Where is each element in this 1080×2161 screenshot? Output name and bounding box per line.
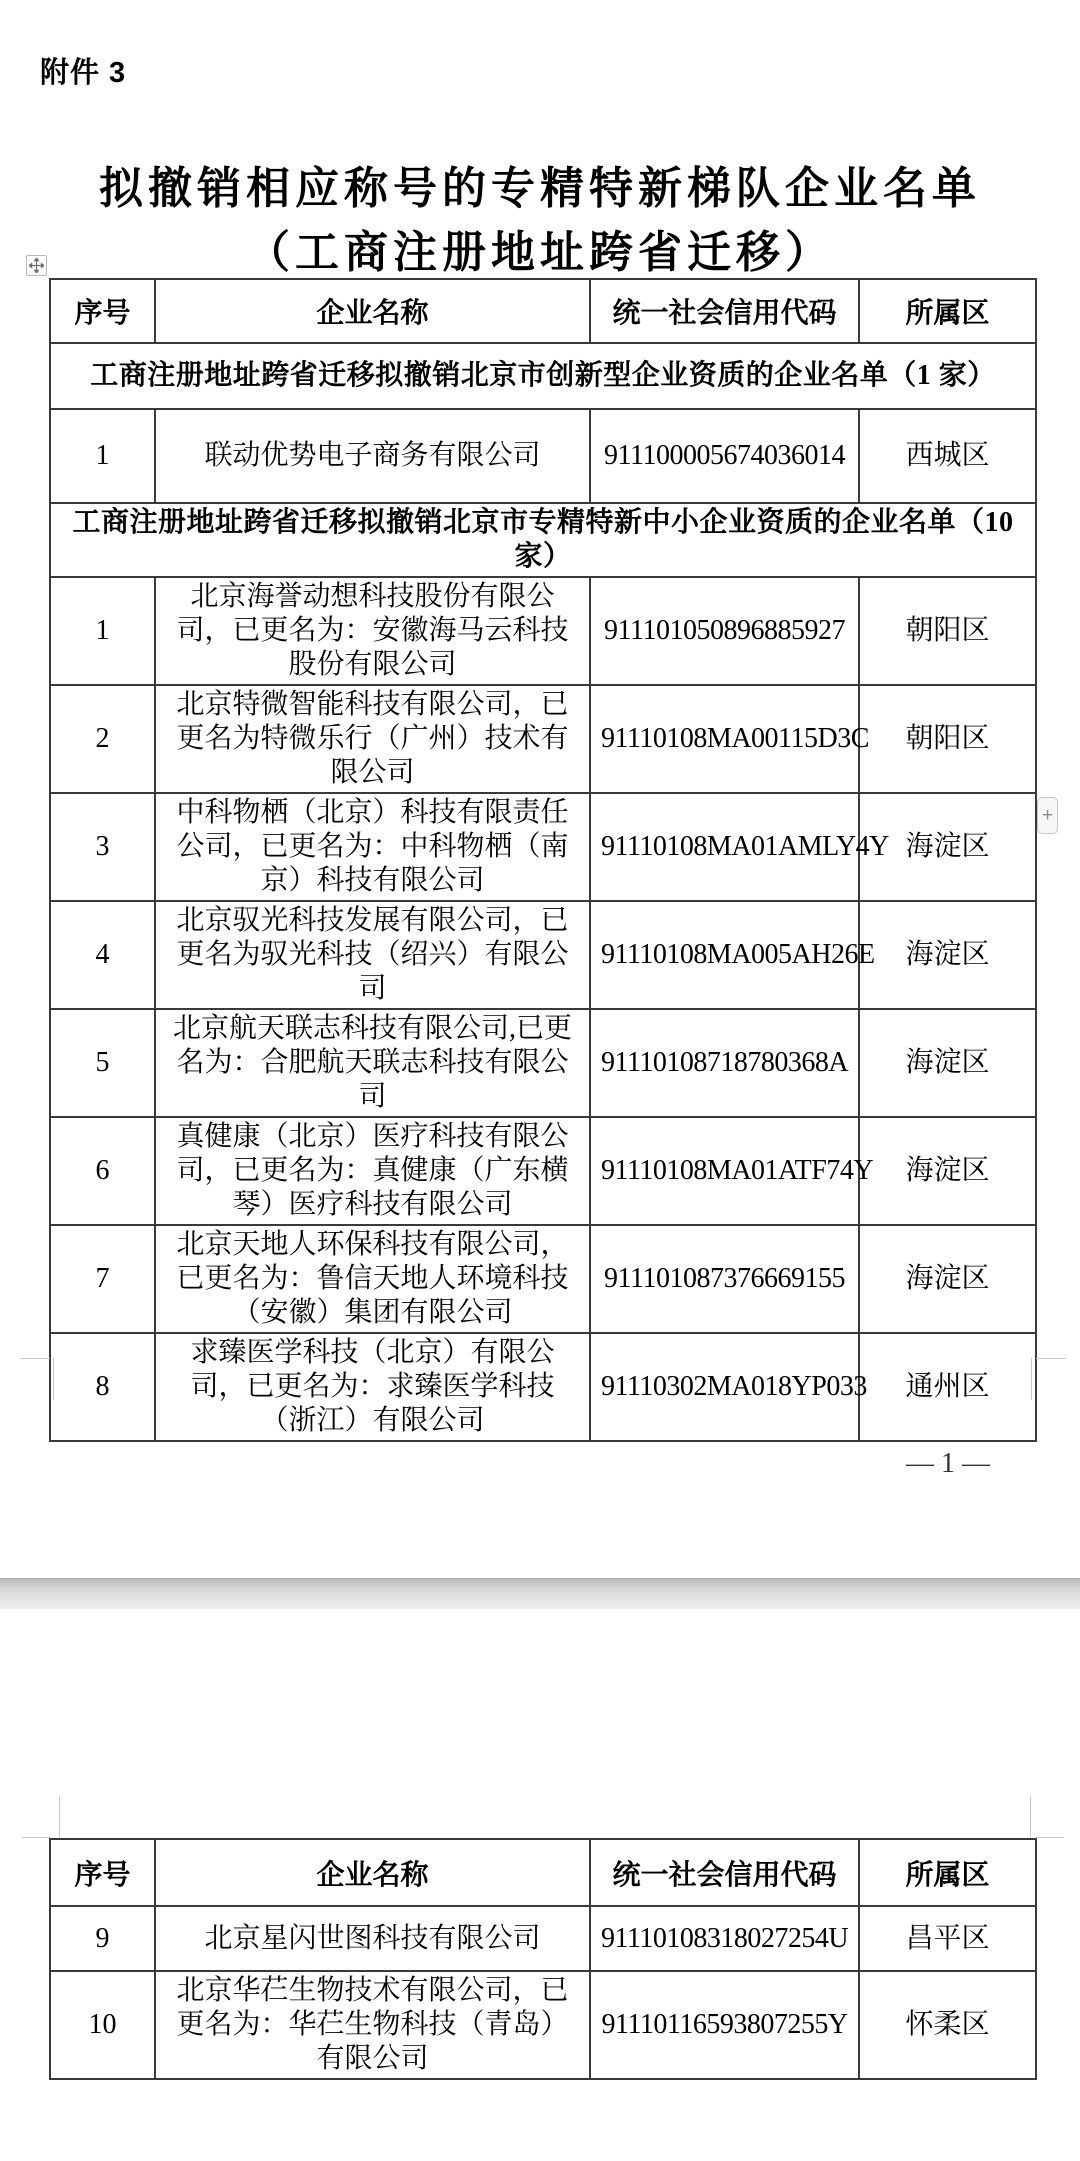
cell-company: 北京驭光科技发展有限公司，已更名为驭光科技（绍兴）有限公司 [155, 901, 590, 1009]
table-row [50, 1009, 1036, 1117]
cell-no: 5 [50, 1009, 155, 1117]
cell-district: 海淀区 [859, 1009, 1036, 1117]
cell-no: 9 [50, 1906, 155, 1971]
document-title-line1: 拟撤销相应称号的专精特新梯队企业名单 [99, 164, 981, 213]
col-header-credit-code: 统一社会信用代码 [590, 1839, 859, 1906]
companies-table-page1 [49, 278, 1037, 1442]
cell-company: 中科物栖（北京）科技有限责任公司，已更名为：中科物栖（南京）科技有限公司 [155, 793, 590, 901]
cell-company: 求臻医学科技（北京）有限公司，已更名为：求臻医学科技（浙江）有限公司 [155, 1333, 590, 1441]
cell-company: 北京海誉动想科技股份有限公司，已更名为：安徽海马云科技股份有限公司 [155, 577, 590, 685]
cell-no: 2 [50, 685, 155, 793]
table-row [50, 901, 1036, 1009]
col-header-no: 序号 [50, 279, 155, 343]
text-boundary-mark [1031, 1358, 1032, 1400]
text-boundary-mark [59, 1796, 60, 1838]
document-title-line2: （工商注册地址跨省迁移） [246, 228, 834, 277]
move-arrows-icon [29, 258, 44, 273]
section-header-row [50, 503, 1036, 577]
cell-district: 通州区 [859, 1333, 1036, 1441]
cell-credit-code: 91110108718780368A [590, 1009, 859, 1117]
text-boundary-mark [22, 1837, 50, 1838]
col-header-company: 企业名称 [155, 279, 590, 343]
cell-district: 海淀区 [859, 793, 1036, 901]
section-1-header: 工商注册地址跨省迁移拟撤销北京市创新型企业资质的企业名单（1 家） [50, 343, 1036, 409]
table-row [50, 1906, 1036, 1971]
text-boundary-mark [20, 1358, 50, 1359]
cell-company: 北京天地人环保科技有限公司，已更名为：鲁信天地人环境科技（安徽）集团有限公司 [155, 1225, 590, 1333]
col-header-credit-code: 统一社会信用代码 [590, 279, 859, 343]
cell-credit-code: 91110108MA01ATF74Y [590, 1117, 859, 1225]
cell-no: 7 [50, 1225, 155, 1333]
cell-no: 1 [50, 577, 155, 685]
table-header-row [50, 1839, 1036, 1906]
table-header-row [50, 279, 1036, 343]
cell-district: 海淀区 [859, 901, 1036, 1009]
cell-credit-code: 911100005674036014 [590, 409, 859, 503]
col-header-no: 序号 [50, 1839, 155, 1906]
insert-row-button[interactable]: + [1037, 797, 1058, 834]
companies-table-page2 [49, 1838, 1037, 2080]
attachment-label: 附件 3 [40, 57, 127, 89]
section-header-row [50, 343, 1036, 409]
cell-company: 联动优势电子商务有限公司 [155, 409, 590, 503]
table-row [50, 1971, 1036, 2079]
cell-credit-code: 91110108318027254U [590, 1906, 859, 1971]
cell-district: 西城区 [859, 409, 1036, 503]
cell-credit-code: 91110302MA018YP033 [590, 1333, 859, 1441]
cell-district: 昌平区 [859, 1906, 1036, 1971]
cell-no: 1 [50, 409, 155, 503]
cell-no: 10 [50, 1971, 155, 2079]
table-row [50, 577, 1036, 685]
cell-company: 真健康（北京）医疗科技有限公司，已更名为：真健康（广东横琴）医疗科技有限公司 [155, 1117, 590, 1225]
table-row [50, 1333, 1036, 1441]
table-row [50, 685, 1036, 793]
cell-credit-code: 911101087376669155 [590, 1225, 859, 1333]
cell-company: 北京航天联志科技有限公司,已更名为：合肥航天联志科技有限公司 [155, 1009, 590, 1117]
table-row [50, 1117, 1036, 1225]
cell-no: 3 [50, 793, 155, 901]
cell-district: 怀柔区 [859, 1971, 1036, 2079]
cell-credit-code: 91110108MA005AH26E [590, 901, 859, 1009]
text-boundary-mark [53, 1358, 54, 1400]
cell-district: 海淀区 [859, 1117, 1036, 1225]
col-header-district: 所属区 [859, 1839, 1036, 1906]
cell-no: 4 [50, 901, 155, 1009]
text-boundary-mark [1036, 1837, 1064, 1838]
cell-no: 6 [50, 1117, 155, 1225]
page-separator [0, 1578, 1080, 1609]
cell-credit-code: 91110108MA00115D3C [590, 685, 859, 793]
col-header-district: 所属区 [859, 279, 1036, 343]
cell-credit-code: 911101050896885927 [590, 577, 859, 685]
cell-company: 北京特微智能科技有限公司，已更名为特微乐行（广州）技术有限公司 [155, 685, 590, 793]
text-boundary-mark [1036, 1358, 1066, 1359]
table-row [50, 1225, 1036, 1333]
page-number: — 1 — [906, 1448, 990, 1479]
cell-no: 8 [50, 1333, 155, 1441]
section-2-header: 工商注册地址跨省迁移拟撤销北京市专精特新中小企业资质的企业名单（10 家） [50, 503, 1036, 577]
table-row [50, 793, 1036, 901]
col-header-company: 企业名称 [155, 1839, 590, 1906]
cell-district: 朝阳区 [859, 577, 1036, 685]
cell-credit-code: 91110116593807255Y [590, 1971, 859, 2079]
text-boundary-mark [1030, 1796, 1031, 1838]
cell-company: 北京星闪世图科技有限公司 [155, 1906, 590, 1971]
cell-district: 朝阳区 [859, 685, 1036, 793]
cell-company: 北京华芢生物技术有限公司，已更名为：华芢生物科技（青岛）有限公司 [155, 1971, 590, 2079]
cell-credit-code: 91110108MA01AMLY4Y [590, 793, 859, 901]
cell-district: 海淀区 [859, 1225, 1036, 1333]
table-move-handle[interactable] [26, 255, 47, 276]
table-row [50, 409, 1036, 503]
